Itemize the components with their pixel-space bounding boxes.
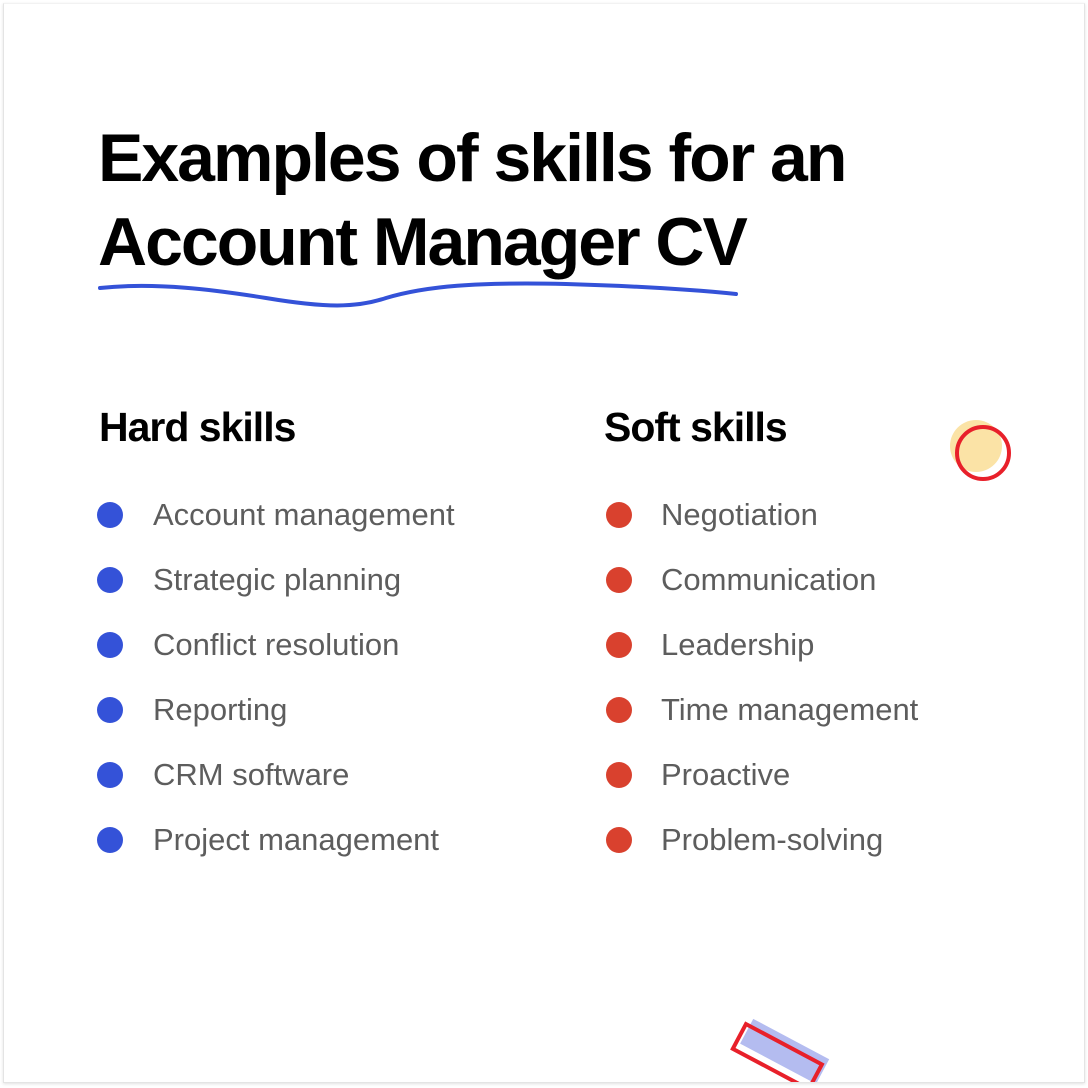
red-bullet-icon (606, 632, 632, 658)
soft-skills-list (606, 482, 918, 872)
red-bullet-icon (606, 762, 632, 788)
hard-skill-label: Strategic planning (153, 561, 402, 597)
hard-skills-list (97, 482, 455, 872)
soft-skill-label: Leadership (661, 626, 815, 662)
hard-skill-label: Account management (153, 496, 455, 532)
hard-skills-heading: Hard skills (99, 404, 296, 450)
list-item (606, 807, 918, 872)
hard-skill-label: Reporting (153, 691, 288, 727)
hard-skill-label: Project management (153, 821, 440, 857)
list-item (606, 742, 918, 807)
list-item (97, 807, 455, 872)
list-item (606, 547, 918, 612)
title-line-1: Examples of skills for an (98, 120, 846, 196)
red-bullet-icon (606, 827, 632, 853)
list-item (97, 677, 455, 742)
hard-skill-label: Conflict resolution (153, 626, 400, 662)
title-underline-squiggle (96, 276, 746, 320)
blue-bullet-icon (97, 502, 123, 528)
blue-bullet-icon (97, 762, 123, 788)
soft-skill-label: Time management (661, 691, 919, 727)
soft-skill-label: Problem-solving (661, 821, 884, 857)
list-item (606, 612, 918, 677)
red-bullet-icon (606, 502, 632, 528)
red-bullet-icon (606, 567, 632, 593)
list-item (97, 612, 455, 677)
soft-skill-label: Communication (661, 561, 877, 597)
page-title (98, 116, 845, 284)
decorative-pencil-icon (726, 1014, 836, 1083)
hard-skill-label: CRM software (153, 756, 350, 792)
blue-bullet-icon (97, 697, 123, 723)
list-item (97, 482, 455, 547)
red-bullet-icon (606, 697, 632, 723)
blue-bullet-icon (97, 632, 123, 658)
infographic-card (3, 3, 1085, 1083)
title-line-2: Account Manager CV (98, 204, 746, 280)
blue-bullet-icon (97, 567, 123, 593)
decorative-circle-icon (946, 416, 1016, 486)
soft-skill-label: Proactive (661, 756, 791, 792)
list-item (606, 482, 918, 547)
list-item (97, 742, 455, 807)
list-item (606, 677, 918, 742)
blue-bullet-icon (97, 827, 123, 853)
list-item (97, 547, 455, 612)
soft-skill-label: Negotiation (661, 496, 818, 532)
soft-skills-heading: Soft skills (604, 404, 787, 450)
